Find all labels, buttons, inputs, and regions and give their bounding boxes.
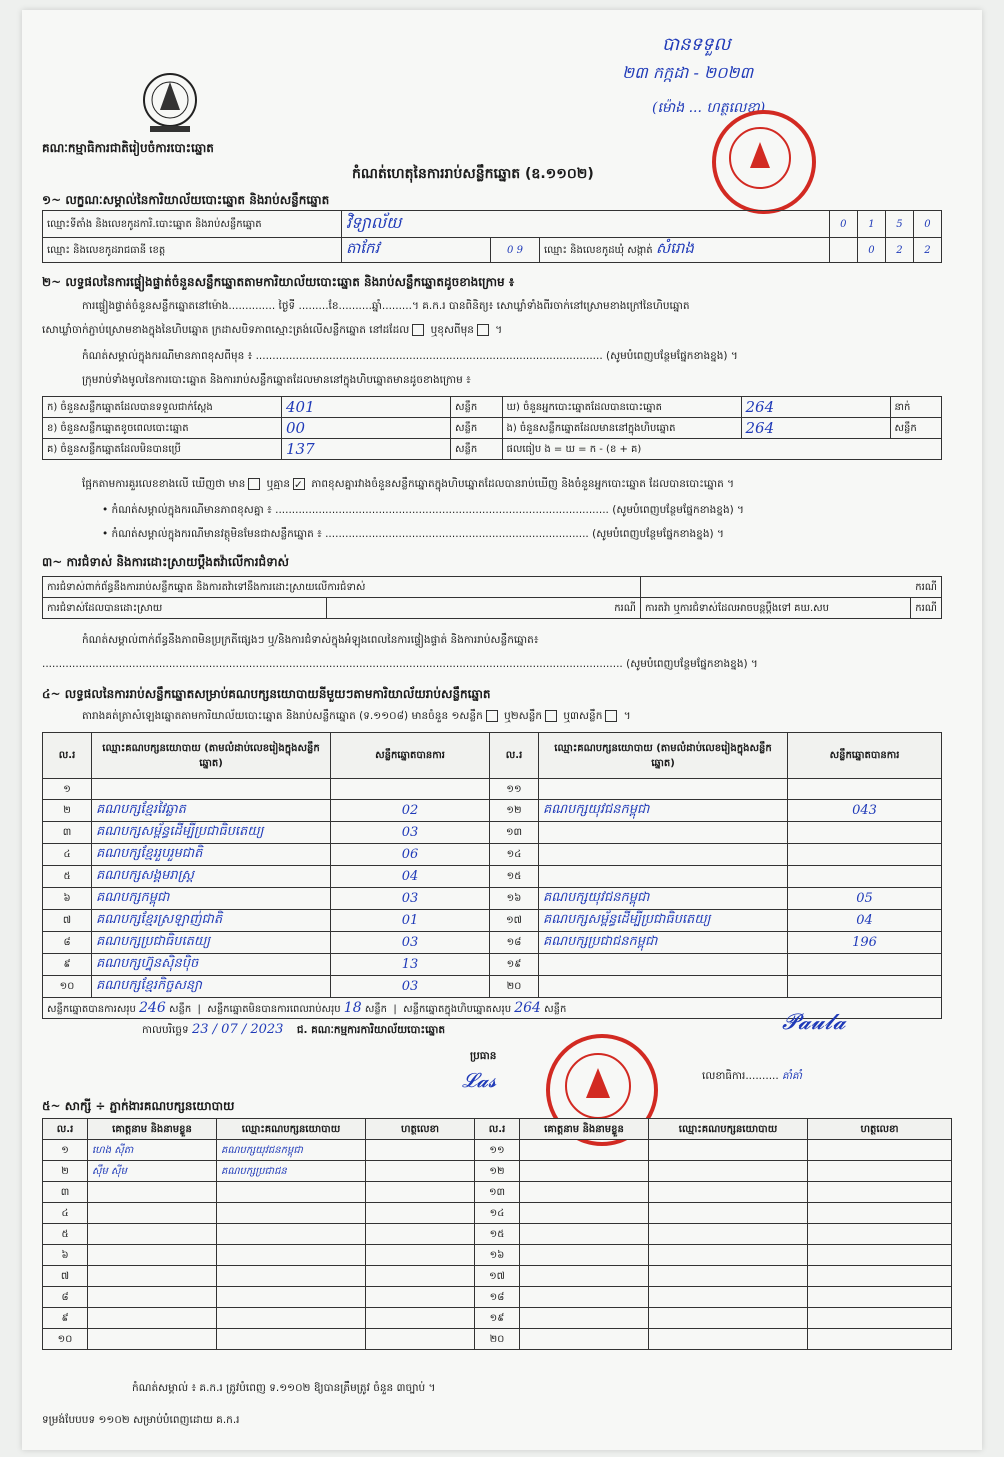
witness-name — [520, 1287, 649, 1308]
witness-no: ២០ — [475, 1329, 520, 1350]
witness-row — [43, 1287, 952, 1308]
witness-party — [649, 1308, 808, 1329]
witness-no: ៨ — [43, 1287, 88, 1308]
witness-name — [88, 1224, 217, 1245]
result-no: ១ — [43, 779, 92, 800]
received-note: បានទទួល — [662, 34, 731, 55]
form-title: កំណត់ហេតុនៃការរាប់សន្លឹកឆ្នោត (ឧ.១១០២) — [352, 166, 594, 182]
diff-note-line: កំណត់សម្គាល់ក្នុងករណីមានភាពខុសពីមុន ៖ ........................................................................................................ (សូមបំពេញបន្ថែមផ្នែកខាងខ្នង) ។ — [82, 350, 738, 362]
witness-row — [43, 1266, 952, 1287]
result-no: ១១ — [490, 779, 539, 800]
result-no: ៦ — [43, 888, 92, 910]
col-no-left: ល.រ — [43, 733, 92, 779]
organization-name: គណៈកម្មាធិការជាតិរៀបចំការបោះឆ្នោត — [42, 141, 214, 155]
witness-signature — [366, 1203, 475, 1224]
result-votes: 06 — [331, 844, 490, 866]
col-votes-left: សន្លឹកឆ្នោតបានការ — [331, 733, 490, 779]
one-sheet-checkbox[interactable] — [486, 710, 498, 722]
result-votes — [788, 976, 942, 998]
section5-heading: ៥~ សាក្សី ÷ ភ្នាក់ងារគណបក្សនយោបាយ — [42, 1099, 235, 1113]
result-party — [92, 779, 331, 800]
witness-name — [520, 1308, 649, 1329]
witness-party — [649, 1224, 808, 1245]
witness-table — [42, 1118, 952, 1350]
province-value: តាកែវ — [342, 238, 491, 263]
witness-no: ១៥ — [475, 1224, 520, 1245]
witness-party — [217, 1245, 366, 1266]
witness-name — [520, 1224, 649, 1245]
result-party: គណបក្សប្រជាជនកម្ពុជា — [539, 932, 788, 954]
w-col-sign-right: ហត្ថលេខា — [808, 1119, 952, 1140]
kha-unit: សន្លឹក — [451, 418, 503, 439]
witness-signature — [808, 1182, 952, 1203]
witness-party — [217, 1329, 366, 1350]
section5-note: កំណត់សម្គាល់ ៖ គ.ក.រ ត្រូវបំពេញ ទ.១១០២ ឱ្យបានត្រឹមត្រូវ ចំនួន ៣ច្បាប់ ។ — [132, 1382, 436, 1394]
result-votes — [331, 779, 490, 800]
witness-row — [43, 1329, 952, 1350]
result-party — [539, 844, 788, 866]
witness-row — [43, 1224, 952, 1245]
province-code: 0 9 — [491, 238, 540, 263]
col-no-right: ល.រ — [490, 733, 539, 779]
witness-party: គណបក្សយុវជនកម្ពុជា — [217, 1140, 366, 1161]
witness-party — [217, 1266, 366, 1287]
result-no: ១៥ — [490, 866, 539, 888]
result-party: គណបក្សខ្មែរវៃឆ្លាត — [92, 800, 331, 822]
commune-code-1: 0 — [857, 238, 885, 263]
result-votes: 04 — [331, 866, 490, 888]
witness-no: ១៣ — [475, 1182, 520, 1203]
result-no: ១២ — [490, 800, 539, 822]
kho-unit: នាក់ — [890, 397, 942, 418]
stamp-emblem-icon — [716, 114, 812, 210]
result-votes: 03 — [331, 932, 490, 954]
section1-heading: ១~ លក្ខណៈសម្គាល់នៃការិយាល័យបោះឆ្នោត និងរាប់សន្លឹកឆ្នោត — [42, 193, 330, 207]
w-col-sign-left: ហត្ថលេខា — [366, 1119, 475, 1140]
result-no: ១៩ — [490, 954, 539, 976]
result-votes — [788, 866, 942, 888]
ko-label: គ) ចំនួនសន្លឹកឆ្នោតដែលមិនបានប្រើ — [43, 439, 282, 460]
witness-row — [43, 1161, 952, 1182]
result-party — [539, 866, 788, 888]
result-votes: 02 — [331, 800, 490, 822]
location-label: ឈ្មោះទីតាំង និងលេខកូដការិ.បោះឆ្នោត និងរាប់សន្លឹកឆ្នោត — [43, 211, 342, 238]
kha-label: ខ) ចំនួនសន្លឹកឆ្នោតខូចពេលបោះឆ្នោត — [43, 418, 282, 439]
commune-label: ឈ្មោះ និងលេខកូដឃុំ សង្កាត់ សំរោង — [540, 238, 830, 263]
results-totals: សន្លឹកឆ្នោតបានការសរុប 246 សន្លឹក | សន្លឹកឆ្នោតមិនបានការពេលរាប់សរុប 18 សន្លឹក | សន្លឹកឆ្នោតក្នុងហិបឆ្នោតសរុប 264 សន្លឹក — [43, 998, 942, 1019]
result-party: គណបក្សយុវជនកម្ពុជា — [539, 800, 788, 822]
result-party — [539, 779, 788, 800]
witness-signature — [366, 1266, 475, 1287]
witness-name — [520, 1266, 649, 1287]
witness-no: ៥ — [43, 1224, 88, 1245]
w-col-no-left: ល.រ — [43, 1119, 88, 1140]
result-votes: 04 — [788, 910, 942, 932]
witness-signature — [808, 1140, 952, 1161]
results-row — [43, 888, 942, 910]
witness-signature — [808, 1329, 952, 1350]
ko-value: 137 — [282, 439, 451, 460]
result-votes: 03 — [331, 976, 490, 998]
col-party-left: ឈ្មោះគណបក្សនយោបាយ (តាមលំដាប់លេខរៀងក្នុងសន្លឹកឆ្នោត) — [92, 733, 331, 779]
objection-case-1: ករណី — [640, 577, 941, 598]
witness-name — [88, 1203, 217, 1224]
witness-party — [649, 1203, 808, 1224]
kho-value: 264 — [741, 397, 890, 418]
results-row — [43, 866, 942, 888]
result-no: ១៣ — [490, 822, 539, 844]
witness-no: ២ — [43, 1161, 88, 1182]
objection-resolved: ការជំទាស់ដែលបានដោះស្រាយ — [43, 598, 327, 619]
result-party: គណបក្សសម្ព័ន្ធដើម្បីប្រជាធិបតេយ្យ — [92, 822, 331, 844]
witness-party — [649, 1161, 808, 1182]
witness-no: ៤ — [43, 1203, 88, 1224]
w-col-party-left: ឈ្មោះគណបក្សនយោបាយ — [217, 1119, 366, 1140]
witness-no: ១២ — [475, 1161, 520, 1182]
witness-name — [88, 1329, 217, 1350]
section2-para3: ក្រុមរាប់ទាំងមូលនៃការបោះឆ្នោត និងការរាប់សន្លឹកឆ្នោតដែលមាននៅក្នុងហិបឆ្នោតមានដូចខាងក្រោម ៖ — [82, 374, 471, 386]
results-row — [43, 954, 942, 976]
result-party: គណបក្សប្រជាធិបតេយ្យ — [92, 932, 331, 954]
result-votes: 03 — [331, 888, 490, 910]
witness-name — [88, 1287, 217, 1308]
result-party: គណបក្សខ្មែររួបរួមជាតិ — [92, 844, 331, 866]
results-row — [43, 779, 942, 800]
objection-appeal: ការតវ៉ា ឬការជំទាស់ដែលអាចបន្តប្តឹងទៅ គឃ.សប — [640, 598, 910, 619]
witness-no: ៣ — [43, 1182, 88, 1203]
result-votes — [788, 844, 942, 866]
party-results-table — [42, 732, 942, 1019]
result-party: គណបក្សសម្ព័ន្ធដើម្បីប្រជាធិបតេយ្យ — [539, 910, 788, 932]
witness-name — [88, 1182, 217, 1203]
location-value: វិទ្យាល័យ — [342, 211, 830, 238]
result-no: ២០ — [490, 976, 539, 998]
result-no: ៩ — [43, 954, 92, 976]
witness-party — [649, 1245, 808, 1266]
witness-signature — [808, 1203, 952, 1224]
official-stamp-top — [712, 110, 816, 214]
result-no: ៥ — [43, 866, 92, 888]
section1-table — [42, 210, 942, 263]
date-line: កាលបរិច្ឆេទ 23 / 07 / 2023 ជ. គណៈកម្មការការិយាល័យបោះឆ្នោត — [142, 1022, 446, 1037]
commune-code-3: 2 — [913, 238, 941, 263]
no-difference-checkbox[interactable]: ✓ — [293, 478, 305, 490]
col-party-right: ឈ្មោះគណបក្សនយោបាយ (តាមលំដាប់លេខរៀងក្នុងសន្លឹកឆ្នោត) — [539, 733, 788, 779]
result-no: ៨ — [43, 932, 92, 954]
ka-unit: សន្លឹក — [451, 397, 503, 418]
witness-no: ១៧ — [475, 1266, 520, 1287]
witness-name — [88, 1308, 217, 1329]
form-sheet — [22, 10, 982, 1450]
received-time: (ម៉ោង ... ហត្ថលេខា) — [652, 100, 766, 116]
witness-row — [43, 1245, 952, 1266]
witness-signature — [808, 1224, 952, 1245]
form-footer: ទម្រង់បែបបទ ១១០២ សម្រាប់បំពេញដោយ គ.ក.រ — [42, 1414, 240, 1426]
section4-heading: ៤~ លទ្ធផលនៃការរាប់សន្លឹកឆ្នោតសម្រាប់គណបក្សនយោបាយនីមួយៗតាមការិយាល័យរាប់សន្លឹកឆ្នោត — [42, 687, 491, 701]
results-row — [43, 976, 942, 998]
has-difference-checkbox[interactable] — [248, 478, 260, 490]
section3-heading: ៣~ ការជំទាស់ និងការដោះស្រាយប្តឹងតវ៉ាលើការជំទាស់ — [42, 555, 289, 569]
w-col-name-right: គោត្តនាម និងនាមខ្លួន — [520, 1119, 649, 1140]
witness-name — [520, 1245, 649, 1266]
witness-no: ៧ — [43, 1266, 88, 1287]
location-code-2: 1 — [857, 211, 885, 238]
witness-signature — [808, 1308, 952, 1329]
witness-signature — [366, 1140, 475, 1161]
objection-table — [42, 576, 942, 619]
results-row — [43, 800, 942, 822]
witness-no: ១៤ — [475, 1203, 520, 1224]
ng-label: ង) ចំនួនសន្លឹកឆ្នោតដែលមាននៅក្នុងហិបឆ្នោត — [502, 418, 741, 439]
result-party: គណបក្សកម្ពុជា — [92, 888, 331, 910]
result-no: ២ — [43, 800, 92, 822]
witness-no: ៦ — [43, 1245, 88, 1266]
result-party — [539, 822, 788, 844]
kho-label: ឃ) ចំនួនអ្នកបោះឆ្នោតដែលបានបោះឆ្នោត — [502, 397, 741, 418]
witness-signature — [366, 1287, 475, 1308]
location-code-1: 0 — [829, 211, 857, 238]
bullet-difference: • កំណត់សម្គាល់ក្នុងករណីមានភាពខុសគ្នា ៖ .................................................................................................... (សូមបំពេញបន្ថែមផ្នែកខាងខ្នង) ។ — [102, 504, 744, 516]
three-sheet-checkbox[interactable] — [605, 710, 617, 722]
witness-no: ១១ — [475, 1140, 520, 1161]
witness-party — [649, 1182, 808, 1203]
witness-signature — [366, 1245, 475, 1266]
witness-party — [649, 1140, 808, 1161]
kha-value: 00 — [282, 418, 451, 439]
w-col-no-right: ល.រ — [475, 1119, 520, 1140]
result-votes — [788, 954, 942, 976]
result-party: គណបក្សយុវជនកម្ពុជា — [539, 888, 788, 910]
results-row — [43, 932, 942, 954]
witness-no: ៩ — [43, 1308, 88, 1329]
witness-row — [43, 1182, 952, 1203]
result-no: ១៧ — [490, 910, 539, 932]
witness-name — [520, 1182, 649, 1203]
witness-party — [217, 1308, 366, 1329]
witness-party — [217, 1203, 366, 1224]
result-votes: 03 — [331, 822, 490, 844]
result-votes: 196 — [788, 932, 942, 954]
witness-name — [88, 1245, 217, 1266]
two-sheet-checkbox[interactable] — [545, 710, 557, 722]
result-no: ៤ — [43, 844, 92, 866]
official-signature: 𝓟𝓪𝓾𝓵𝓪 — [782, 1010, 846, 1035]
results-row — [43, 822, 942, 844]
witness-party — [649, 1266, 808, 1287]
witness-row — [43, 1140, 952, 1161]
ko-unit: សន្លឹក — [451, 439, 503, 460]
witness-party — [217, 1287, 366, 1308]
witness-no: ១ — [43, 1140, 88, 1161]
section2-para1: ការផ្ទៀងផ្ទាត់ចំនួនសន្លឹកឆ្នោតនៅម៉ោង.............. ថ្ងៃទី .........ខែ..........ឆ្នាំ.........។ គ.ក.រ បានពិនិត្យ៖ សោឃ្លាំទាំងពីរចាក់នៅស្រោមខាងក្រៅនៃហិបឆ្នោត — [82, 300, 690, 312]
witness-name — [520, 1329, 649, 1350]
ballot-count-table — [42, 396, 942, 460]
ka-value: 401 — [282, 397, 451, 418]
result-party: គណបក្សសង្គមរាស្ត្រ — [92, 866, 331, 888]
ng-value: 264 — [741, 418, 890, 439]
witness-row — [43, 1203, 952, 1224]
witness-party — [217, 1182, 366, 1203]
province-label: ឈ្មោះ និងលេខកូដរាជធានី ខេត្ត — [43, 238, 342, 263]
witness-no: ១៦ — [475, 1245, 520, 1266]
witness-party — [649, 1287, 808, 1308]
ng-unit: សន្លឹក — [890, 418, 942, 439]
witness-signature — [366, 1161, 475, 1182]
witness-signature — [808, 1161, 952, 1182]
objection-case-2: ករណី — [327, 598, 640, 619]
result-votes: 13 — [331, 954, 490, 976]
result-no: ១៦ — [490, 888, 539, 910]
witness-signature — [366, 1224, 475, 1245]
result-votes: 043 — [788, 800, 942, 822]
secretary-line: លេខាធិការ.......... គាំគាំ — [702, 1070, 803, 1082]
witness-name: ស៊ឹម ស៊ីម — [88, 1161, 217, 1182]
formula: ផលធៀប ង = ឃ = ក - (ខ + គ) — [502, 439, 942, 460]
section4-intro: តារាងគត់ត្រាសំឡេងឆ្នោតតាមការិយាល័យបោះឆ្នោត និងរាប់សន្លឹកឆ្នោត (ទ.១១០៨) មានចំនួន ១សន្លឹក ឬ២សន្លឹក ឬ៣សន្លឹក ។ — [82, 710, 631, 722]
witness-party: គណបក្សប្រជាជន — [217, 1161, 366, 1182]
witness-name — [520, 1203, 649, 1224]
result-no: ៧ — [43, 910, 92, 932]
witness-row — [43, 1308, 952, 1329]
received-date: ២៣ កក្កដា - ២០២៣ — [622, 63, 754, 82]
witness-signature — [366, 1182, 475, 1203]
witness-signature — [808, 1287, 952, 1308]
chair-signature: 𝓛𝓪𝓼 — [462, 1068, 497, 1092]
w-col-name-left: គោត្តនាម និងនាមខ្លួន — [88, 1119, 217, 1140]
result-party: គណបក្សខ្មែរស្រឡាញ់ជាតិ — [92, 910, 331, 932]
witness-name — [88, 1266, 217, 1287]
bullet-nonballot: • កំណត់សម្គាល់ក្នុងករណីមានវត្ថុមិនមែនជាសន្លឹកឆ្នោត ៖ ............................................................................... (សូមបំពេញបន្ថែមផ្នែកខាងខ្នង) ។ — [102, 528, 724, 540]
w-col-party-right: ឈ្មោះគណបក្សនយោបាយ — [649, 1119, 808, 1140]
location-code-4: 0 — [913, 211, 941, 238]
witness-signature — [366, 1329, 475, 1350]
results-row — [43, 910, 942, 932]
result-no: ១៨ — [490, 932, 539, 954]
result-no: ១៤ — [490, 844, 539, 866]
difference-check-line: ផ្អែកតាមការគួរលេខខាងលើ ឃើញថា មាន ឬគ្មាន ✓ ភាពខុសគ្នារវាងចំនួនសន្លឹកឆ្នោតក្នុងហិបឆ្នោតដែលបានរាប់ឃើញ និងចំនួនអ្នកបោះឆ្នោត ដែលបានបោះឆ្នោត ។ — [82, 478, 735, 491]
witness-party — [217, 1224, 366, 1245]
witness-signature — [808, 1245, 952, 1266]
result-no: ១០ — [43, 976, 92, 998]
result-party — [539, 954, 788, 976]
results-row — [43, 844, 942, 866]
different-checkbox[interactable] — [477, 324, 489, 336]
section3-note: កំណត់សម្គាល់ពាក់ព័ន្ធនឹងភាពមិនប្រក្រតីផ្សេងៗ ឬ/និងការជំទាស់ក្នុងអំឡុងពេលនៃការផ្ទៀងផ្ទាត់ និងការរាប់សន្លឹកឆ្នោត៖ — [82, 634, 539, 646]
col-votes-right: សន្លឹកឆ្នោតបានការ — [788, 733, 942, 779]
section2-para2: សោឃ្លាំចាក់ភ្ជាប់ស្រោមខាងក្នុងនៃហិបឆ្នោត ក្រដាសបិទភាពស្មោះត្រង់លើសន្លឹកឆ្នោត នៅដដែល ឬខុសពីមុន ។ — [42, 324, 503, 336]
location-code-3: 5 — [885, 211, 913, 238]
witness-no: ១៨ — [475, 1287, 520, 1308]
witness-party — [649, 1329, 808, 1350]
witness-name: ហេង ស៊ីតា — [88, 1140, 217, 1161]
result-party — [539, 976, 788, 998]
chair-label: ប្រធាន — [470, 1050, 497, 1062]
ka-label: ក) ចំនួនសន្លឹកឆ្នោតដែលបានទទួលជាក់ស្តែង — [43, 397, 282, 418]
witness-name — [520, 1140, 649, 1161]
section3-fill-line: .............................................................................................................................................................................. (សូមបំពេញបន្ថែមផ្នែកខាងខ្នង) ។ — [42, 658, 758, 670]
witness-no: ១០ — [43, 1329, 88, 1350]
result-no: ៣ — [43, 822, 92, 844]
result-votes — [788, 779, 942, 800]
witness-name — [520, 1161, 649, 1182]
result-votes: 05 — [788, 888, 942, 910]
result-party: គណបក្សហ្វ៊ុនស៊ិនប៉ិច — [92, 954, 331, 976]
witness-signature — [366, 1308, 475, 1329]
objection-case-3: ករណី — [911, 598, 942, 619]
result-party: គណបក្សខ្មែរកិច្ចសន្យា — [92, 976, 331, 998]
result-votes: 01 — [331, 910, 490, 932]
section2-heading: ២~ លទ្ធផលនៃការផ្ទៀងផ្ទាត់ចំនួនសន្លឹកឆ្នោតតាមការិយាល័យបោះឆ្នោត និងរាប់សន្លឹកឆ្នោតដូចខាងក្រោម ៖ — [42, 275, 515, 289]
same-checkbox[interactable] — [412, 324, 424, 336]
commune-code-2: 2 — [885, 238, 913, 263]
result-votes — [788, 822, 942, 844]
nec-logo-icon — [130, 68, 210, 138]
witness-signature — [808, 1266, 952, 1287]
witness-no: ១៩ — [475, 1308, 520, 1329]
objection-related: ការជំទាស់ពាក់ព័ន្ធនឹងការរាប់សន្លឹកឆ្នោត និងការតវ៉ាទៅនឹងការដោះស្រាយលើការជំទាស់ — [43, 577, 641, 598]
